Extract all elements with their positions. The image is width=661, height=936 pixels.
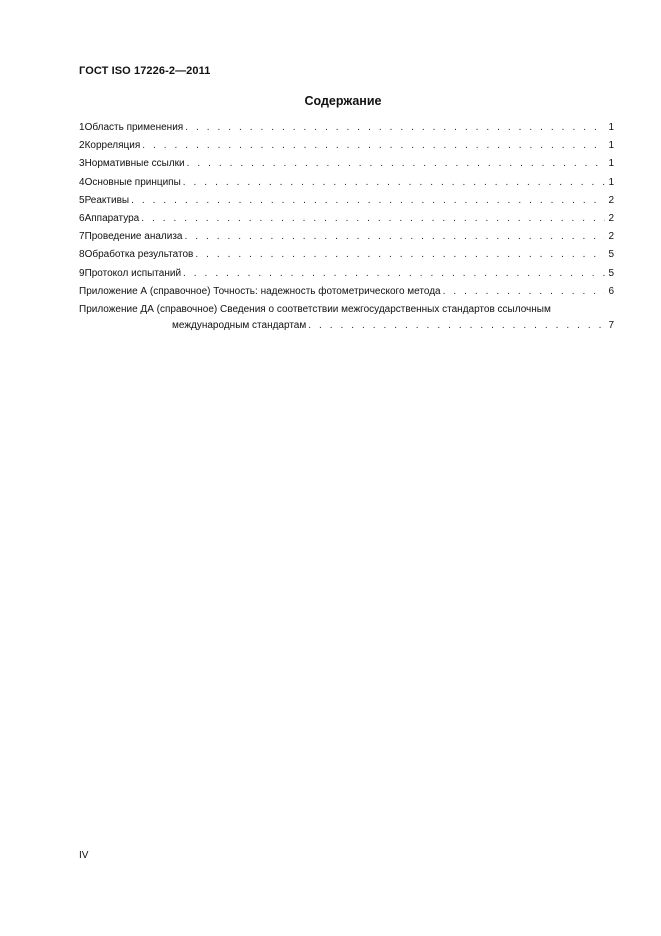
toc-entry-label: Корреляция [84, 140, 141, 152]
toc-entry-label: Обработка результатов [84, 249, 194, 261]
toc-entry-number: 5 [79, 194, 85, 206]
table-of-contents [79, 121, 614, 337]
toc-entry-label: Область применения [84, 122, 184, 133]
toc-entry-number: 1 [79, 122, 85, 133]
document-code: ГОСТ ISO 17226-2—2011 [79, 65, 211, 77]
toc-entry[interactable] [79, 212, 614, 230]
toc-entry-number: 7 [79, 231, 85, 243]
toc-entry[interactable] [79, 176, 614, 194]
toc-entry-page: 2 [608, 212, 614, 224]
page-number: IV [79, 850, 89, 861]
toc-entry-page: 1 [608, 122, 614, 133]
toc-entry-number: 8 [79, 249, 85, 261]
toc-leader-dots [183, 121, 605, 135]
toc-entry-label: Аппаратура [84, 212, 140, 224]
toc-entry-annex-a[interactable] [79, 285, 614, 303]
toc-entry-number: 9 [79, 267, 85, 279]
toc-leader-dots [181, 267, 605, 281]
toc-entry-page: 1 [608, 158, 614, 170]
toc-entry-label: Приложение ДА (справочное) Сведения о соответствии межгосударственных стандартов ссылочным [79, 303, 551, 315]
toc-leader-dots [306, 319, 605, 333]
toc-entry-page: 1 [608, 176, 614, 188]
toc-leader-dots [182, 230, 605, 244]
toc-leader-dots [181, 176, 606, 190]
toc-entry[interactable] [79, 248, 614, 266]
toc-entry-number: 4 [79, 176, 85, 188]
toc-entry-page: 2 [608, 194, 614, 206]
toc-entry[interactable] [79, 230, 614, 248]
toc-entry[interactable] [79, 267, 614, 285]
toc-entry-label: Основные принципы [84, 176, 181, 188]
toc-entry-page: 6 [608, 285, 614, 297]
toc-entry[interactable] [79, 121, 614, 139]
toc-entry-label: Протокол испытаний [84, 267, 182, 279]
toc-leader-dots [139, 212, 605, 226]
toc-entry[interactable] [79, 139, 614, 157]
toc-entry-page: 5 [608, 249, 614, 261]
toc-entry-page: 1 [608, 140, 614, 152]
toc-entry-page: 2 [608, 231, 614, 243]
toc-entry-label-continued: международным стандартам [172, 319, 307, 331]
toc-entry-label: Проведение анализа [84, 231, 183, 243]
toc-leader-dots [185, 157, 606, 171]
toc-leader-dots [193, 248, 605, 262]
toc-title: Содержание [304, 94, 382, 108]
toc-entry-number: 2 [79, 140, 85, 152]
toc-entry-number: 3 [79, 158, 85, 170]
toc-entry[interactable] [79, 194, 614, 212]
toc-entry[interactable] [79, 157, 614, 175]
toc-leader-dots [441, 285, 606, 299]
toc-entry-annex-da[interactable] [79, 303, 614, 337]
toc-entry-label: Приложение А (справочное) Точность: надежность фотометрического метода [79, 285, 441, 297]
toc-leader-dots [140, 139, 605, 153]
toc-entry-page: 7 [608, 319, 614, 331]
toc-leader-dots [129, 194, 605, 208]
toc-entry-label: Реактивы [84, 194, 130, 206]
toc-entry-label: Нормативные ссылки [84, 158, 185, 170]
toc-entry-number: 6 [79, 212, 85, 224]
toc-entry-page: 5 [608, 267, 614, 279]
